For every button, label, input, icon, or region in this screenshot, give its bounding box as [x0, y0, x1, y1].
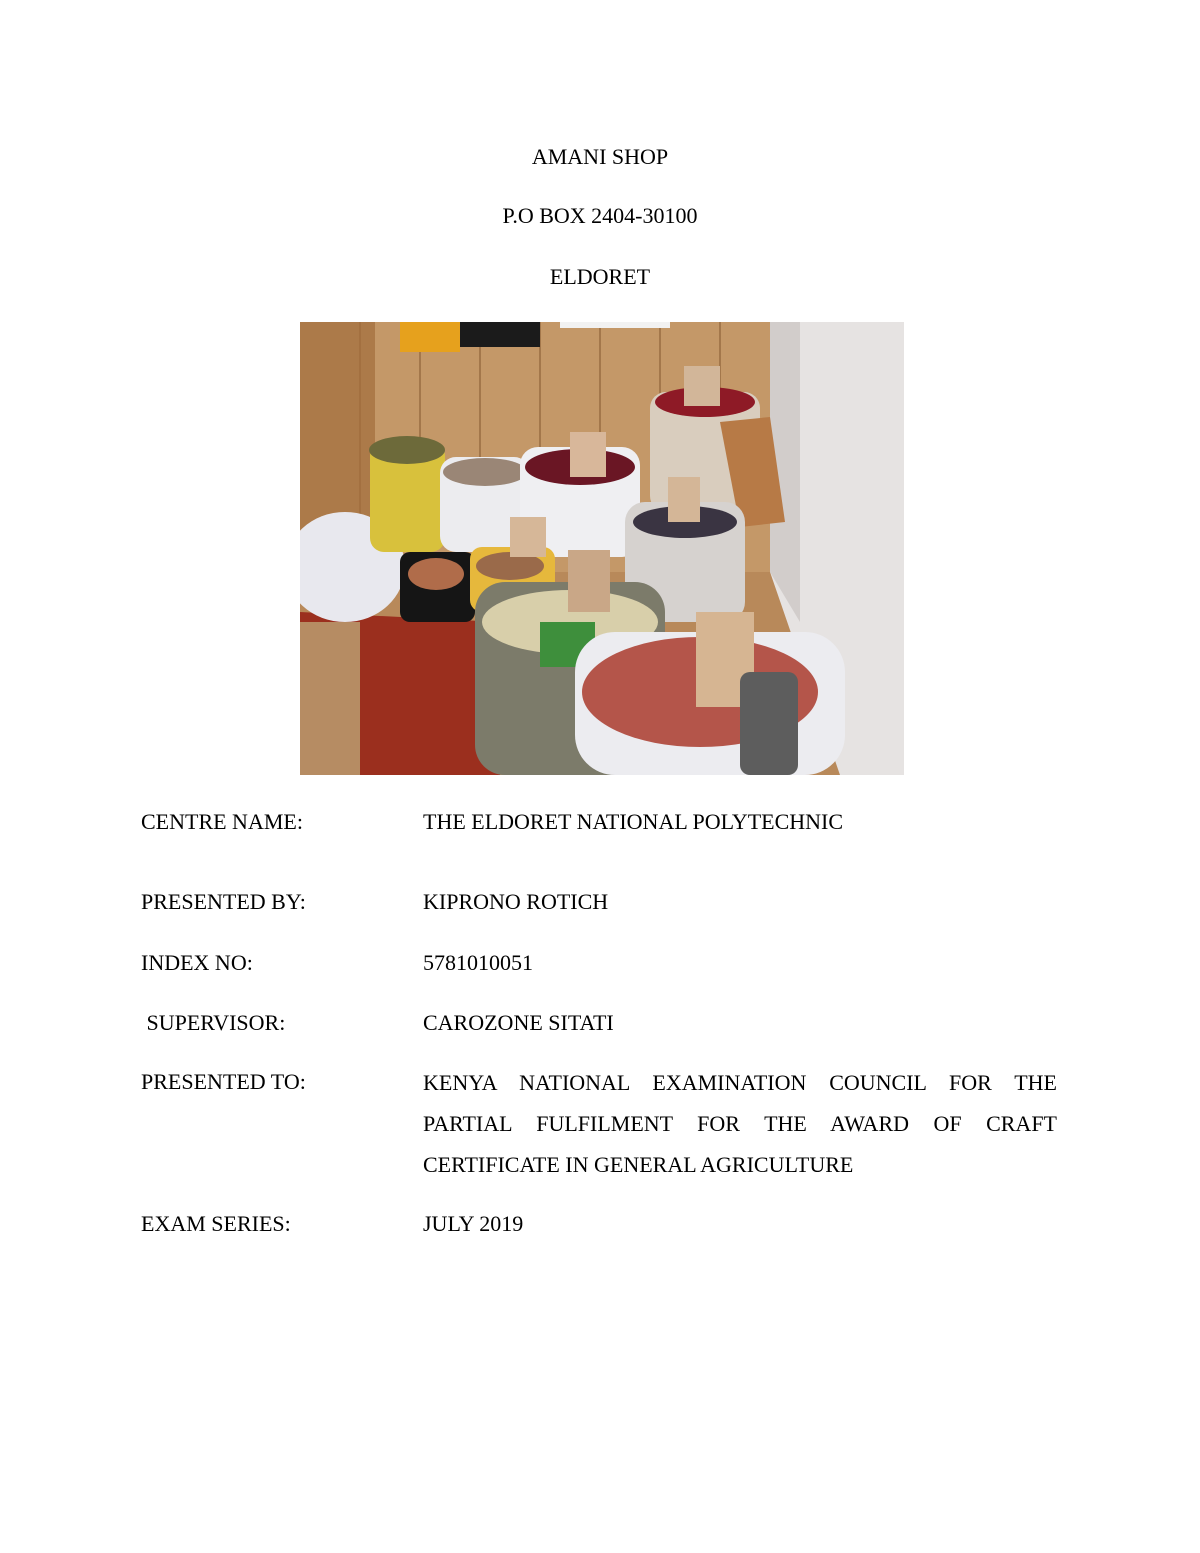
presented-to-line: CERTIFICATE IN GENERAL AGRICULTURE: [423, 1152, 854, 1177]
presented-to-line: PARTIAL FULFILMENT FOR THE AWARD OF CRAFT: [423, 1111, 1057, 1136]
supervisor-label: SUPERVISOR:: [141, 1010, 286, 1035]
index-no-value: 5781010051: [423, 950, 533, 975]
shop-name: AMANI SHOP: [531, 144, 669, 169]
exam-series-label: EXAM SERIES:: [141, 1211, 291, 1236]
shop-town: ELDORET: [549, 264, 651, 289]
presented-to-label: PRESENTED TO:: [141, 1069, 306, 1094]
presented-by-label: PRESENTED BY:: [141, 889, 306, 914]
shop-address: P.O BOX 2404-30100: [502, 203, 698, 228]
index-no-label: INDEX NO:: [141, 950, 253, 975]
supervisor-value: CAROZONE SITATI: [423, 1010, 614, 1035]
presented-to-value: [423, 1062, 1057, 1185]
centre-name-label: CENTRE NAME:: [141, 809, 303, 834]
centre-name-value: THE ELDORET NATIONAL POLYTECHNIC: [423, 809, 844, 834]
presented-by-value: KIPRONO ROTICH: [423, 889, 609, 914]
exam-series-value: JULY 2019: [423, 1211, 524, 1236]
presented-to-line: KENYA NATIONAL EXAMINATION COUNCIL FOR THE: [423, 1070, 1057, 1095]
shop-photo: [300, 322, 904, 775]
